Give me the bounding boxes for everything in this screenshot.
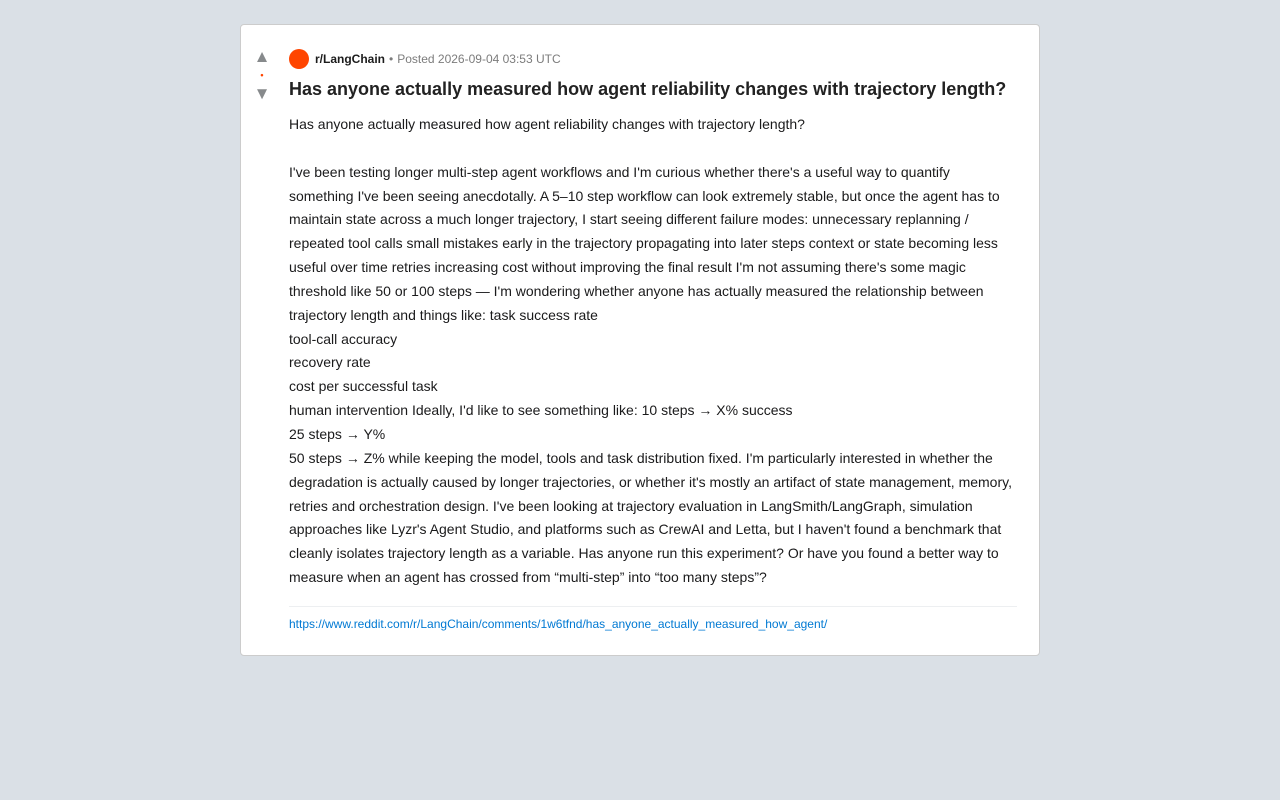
- body-line: trajectory length and things like: task success rate: [289, 306, 598, 323]
- body-line: approaches like Lyzr's Agent Studio, and platforms such as CrewAI and Letta, but I haven't found a benchmark that: [289, 521, 1002, 538]
- post-card: [240, 24, 1040, 656]
- body-line: I've been testing longer multi-step agent workflows and I'm curious whether there's a useful way to quantify: [289, 163, 950, 180]
- upvote-icon[interactable]: ▲: [253, 47, 271, 66]
- body-line: something I've been seeing anecdotally. A 5–10 step workflow can look extremely stable, but once the agent has to: [289, 187, 1000, 204]
- body-line: retries and orchestration design. I've been looking at trajectory evaluation in LangSmith/LangGraph, simulation: [289, 497, 973, 514]
- body-line: degradation is actually caused by longer trajectories, or whether it's mostly an artifact of state management, memory,: [289, 473, 1012, 490]
- post-title[interactable]: Has anyone actually measured how agent reliability changes with trajectory length?: [289, 79, 1007, 99]
- body-line: maintain state across a much longer trajectory, I start seeing different failure modes: unnecessary replanning /: [289, 211, 969, 228]
- divider: [289, 606, 1017, 607]
- body-line: recovery rate: [289, 354, 371, 371]
- meta-separator: •: [389, 52, 394, 66]
- post-link[interactable]: https://www.reddit.com/r/LangChain/comments/1w6tfnd/has_anyone_actually_measured_how_agent/: [289, 616, 828, 631]
- subreddit-name[interactable]: r/LangChain: [315, 52, 386, 66]
- body-line: measure when an agent has crossed from “multi-step” into “too many steps”?: [289, 569, 767, 586]
- score-indicator: •: [260, 70, 264, 80]
- body-line: cost per successful task: [289, 378, 438, 395]
- vote-column: [249, 47, 275, 103]
- body-line: repeated tool calls small mistakes early in the trajectory propagating into later steps context or state becoming less: [289, 235, 998, 252]
- post-body: [289, 113, 1017, 590]
- body-line: Has anyone actually measured how agent reliability changes with trajectory length?: [289, 116, 805, 132]
- body-line: 50 steps → Z% while keeping the model, tools and task distribution fixed. I'm particularly interested in whether the: [289, 449, 993, 466]
- post-content: [289, 49, 1017, 632]
- body-line: useful over time retries increasing cost without improving the final result I'm not assuming there's some magic: [289, 259, 966, 276]
- body-line: human intervention Ideally, I'd like to see something like: 10 steps → X% success: [289, 402, 793, 419]
- subreddit-icon[interactable]: [289, 49, 309, 69]
- body-line: cleanly isolates trajectory length as a variable. Has anyone run this experiment? Or have you found a better way to: [289, 545, 999, 562]
- post-timestamp: Posted 2026-09-04 03:53 UTC: [397, 52, 561, 66]
- downvote-icon[interactable]: ▼: [253, 84, 271, 103]
- body-line: tool-call accuracy: [289, 330, 398, 347]
- body-line: 25 steps → Y%: [289, 425, 386, 442]
- body-blank-line: [289, 137, 1017, 161]
- body-line: threshold like 50 or 100 steps — I'm wondering whether anyone has actually measured the relationship between: [289, 282, 984, 299]
- post-meta: [289, 49, 1017, 69]
